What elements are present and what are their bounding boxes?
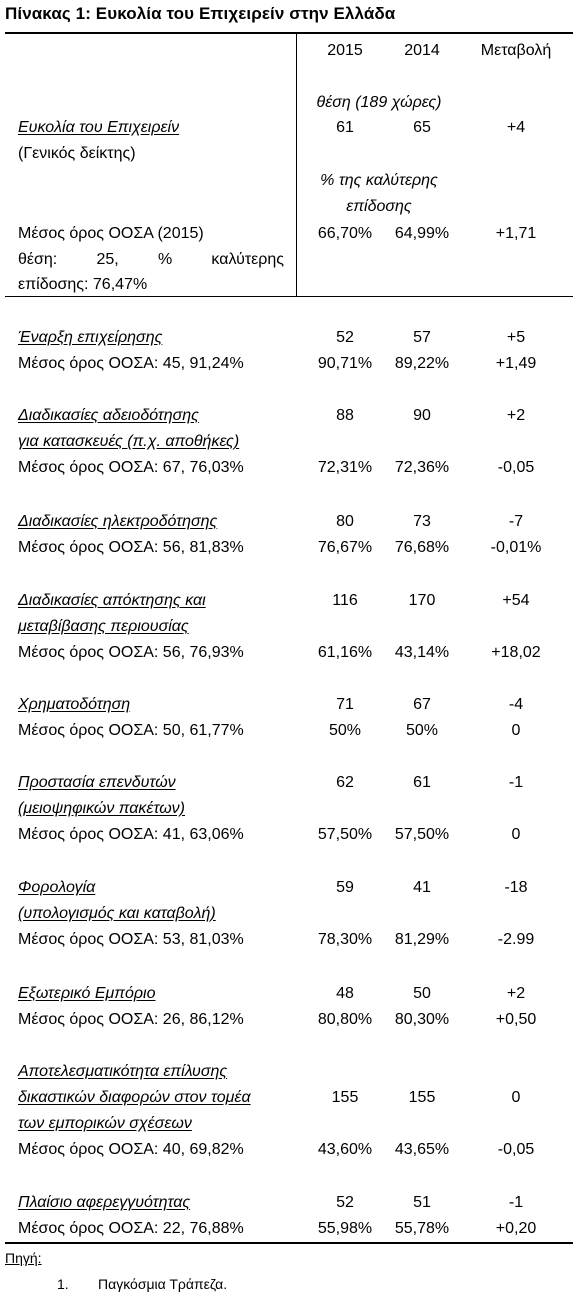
oecd-overall-line3: επίδοσης: 76,47% [18, 276, 148, 293]
overall-2015: 61 [336, 119, 354, 136]
indicator-rank-2014: 67 [413, 696, 431, 713]
oecd-overall-word: % [157, 251, 173, 268]
indicator-pct-2014: 80,30% [394, 1011, 450, 1028]
indicator-pct-2015: 43,60% [317, 1141, 373, 1158]
indicator-rank-2015: 48 [336, 985, 354, 1002]
indicator-rank-change: 0 [511, 1089, 521, 1106]
indicator-rank-2015: 52 [336, 1194, 354, 1211]
indicator-rank-change: +5 [506, 329, 526, 346]
pct-note-line1: % της καλύτερης [320, 172, 438, 189]
indicator-pct-change: -0,01% [490, 539, 542, 556]
indicator-rank-change: +2 [506, 407, 526, 424]
indicator-oecd-average: Μέσος όρος ΟΟΣΑ: 53, 81,03% [18, 931, 244, 948]
indicator-rank-2015: 62 [336, 774, 354, 791]
oecd-overall-word: 25, [96, 251, 119, 268]
indicator-label: Χρηματοδότηση [18, 696, 131, 713]
indicator-pct-change: -0,05 [497, 459, 535, 476]
rank-note: θέση (189 χώρες) [316, 94, 442, 111]
indicator-label: Εξωτερικό Εμπόριο [18, 985, 156, 1002]
indicator-label: Διαδικασίες απόκτησης και [18, 592, 206, 609]
indicator-oecd-average: Μέσος όρος ΟΟΣΑ: 56, 76,93% [18, 644, 244, 661]
indicator-pct-2015: 50% [328, 722, 362, 739]
indicator-pct-change: +1,49 [495, 355, 537, 372]
indicator-label: μεταβίβασης περιουσίας [18, 618, 189, 635]
oecd-overall-word: καλύτερης [211, 251, 284, 268]
indicator-pct-2015: 55,98% [317, 1220, 373, 1237]
indicator-oecd-average: Μέσος όρος ΟΟΣΑ: 67, 76,03% [18, 459, 244, 476]
indicator-pct-2015: 61,16% [317, 644, 373, 661]
indicator-rank-change: +2 [506, 985, 526, 1002]
indicator-rank-change: -18 [504, 879, 528, 896]
section-rule [5, 296, 573, 297]
oecd-overall-label: Μέσος όρος ΟΟΣΑ (2015) [18, 225, 204, 242]
indicator-oecd-average: Μέσος όρος ΟΟΣΑ: 50, 61,77% [18, 722, 244, 739]
indicator-label: (υπολογισμός και καταβολή) [18, 905, 216, 922]
indicator-oecd-average: Μέσος όρος ΟΟΣΑ: 45, 91,24% [18, 355, 244, 372]
indicator-label: Προστασία επενδυτών [18, 774, 176, 791]
indicator-rank-2015: 71 [336, 696, 354, 713]
source-label: Πηγή: [5, 1250, 42, 1266]
indicator-pct-2015: 80,80% [317, 1011, 373, 1028]
indicator-pct-2014: 81,29% [394, 931, 450, 948]
indicator-pct-change: +0,50 [495, 1011, 537, 1028]
indicator-pct-change: +18,02 [491, 644, 541, 661]
table-title: Πίνακας 1: Ευκολία του Επιχειρείν στην Ελλάδα [5, 4, 396, 23]
indicator-pct-change: +0,20 [495, 1220, 537, 1237]
pct-note-line2: επίδοσης [346, 198, 412, 215]
indicator-pct-2014: 55,78% [394, 1220, 450, 1237]
overall-change: +4 [506, 119, 526, 136]
indicator-rank-change: +54 [502, 592, 530, 609]
indicator-rank-2014: 73 [413, 513, 431, 530]
indicator-rank-change: -1 [508, 1194, 524, 1211]
indicator-rank-2014: 170 [408, 592, 436, 609]
indicator-pct-change: -2.99 [497, 931, 535, 948]
indicator-label: των εμπορικών σχέσεων [18, 1115, 192, 1132]
column-divider [296, 33, 297, 297]
indicator-pct-2014: 50% [405, 722, 439, 739]
indicator-rank-2014: 51 [413, 1194, 431, 1211]
overall-label: Ευκολία του Επιχειρείν [18, 119, 180, 136]
indicator-label: Διαδικασίες ηλεκτροδότησης [18, 513, 218, 530]
oecd-overall-2015: 66,70% [317, 225, 373, 242]
indicator-rank-2014: 90 [413, 407, 431, 424]
source-item-text: Παγκόσμια Τράπεζα. [98, 1276, 228, 1292]
indicator-pct-2014: 43,65% [394, 1141, 450, 1158]
indicator-rank-2014: 50 [413, 985, 431, 1002]
indicator-oecd-average: Μέσος όρος ΟΟΣΑ: 41, 63,06% [18, 826, 244, 843]
indicator-rank-2015: 52 [336, 329, 354, 346]
col-header-change: Μεταβολή [480, 42, 552, 59]
indicator-oecd-average: Μέσος όρος ΟΟΣΑ: 22, 76,88% [18, 1220, 244, 1237]
indicator-rank-change: -4 [508, 696, 524, 713]
indicator-pct-2015: 90,71% [317, 355, 373, 372]
indicator-pct-2015: 76,67% [317, 539, 373, 556]
indicator-pct-change: -0,05 [497, 1141, 535, 1158]
indicator-rank-2015: 80 [336, 513, 354, 530]
indicator-label: Διαδικασίες αδειοδότησης [18, 407, 199, 424]
oecd-overall-2014: 64,99% [394, 225, 450, 242]
oecd-overall-line2 [18, 249, 284, 271]
indicator-rank-2014: 57 [413, 329, 431, 346]
oecd-overall-change: +1,71 [495, 225, 537, 242]
indicator-pct-2015: 72,31% [317, 459, 373, 476]
indicator-label: δικαστικών διαφορών στον τομέα [18, 1089, 251, 1106]
indicator-pct-2014: 57,50% [394, 826, 450, 843]
indicator-rank-change: -7 [508, 513, 524, 530]
indicator-pct-change: 0 [511, 722, 521, 739]
indicator-rank-2015: 88 [336, 407, 354, 424]
indicator-label: Πλαίσιο αφερεγγυότητας [18, 1194, 191, 1211]
source-item-number: 1. [57, 1276, 69, 1292]
top-rule [5, 32, 573, 34]
overall-2014: 65 [413, 119, 431, 136]
overall-sublabel: (Γενικός δείκτης) [18, 145, 136, 162]
indicator-pct-2014: 89,22% [394, 355, 450, 372]
bottom-rule [5, 1242, 573, 1244]
oecd-overall-word: θέση: [18, 251, 58, 268]
col-header-2015: 2015 [327, 42, 363, 59]
indicator-pct-2014: 43,14% [394, 644, 450, 661]
indicator-rank-2015: 59 [336, 879, 354, 896]
indicator-pct-2015: 78,30% [317, 931, 373, 948]
indicator-pct-2014: 76,68% [394, 539, 450, 556]
indicator-rank-2015: 155 [331, 1089, 359, 1106]
indicator-rank-2015: 116 [332, 592, 358, 609]
indicator-label: Έναρξη επιχείρησης [18, 329, 163, 346]
indicator-rank-2014: 155 [408, 1089, 436, 1106]
indicator-rank-change: -1 [508, 774, 524, 791]
indicator-oecd-average: Μέσος όρος ΟΟΣΑ: 40, 69,82% [18, 1141, 244, 1158]
indicator-label: για κατασκευές (π.χ. αποθήκες) [18, 433, 240, 450]
indicator-oecd-average: Μέσος όρος ΟΟΣΑ: 56, 81,83% [18, 539, 244, 556]
col-header-2014: 2014 [404, 42, 440, 59]
indicator-oecd-average: Μέσος όρος ΟΟΣΑ: 26, 86,12% [18, 1011, 244, 1028]
indicator-pct-change: 0 [511, 826, 521, 843]
indicator-label: Αποτελεσματικότητα επίλυσης [18, 1063, 228, 1080]
indicator-label: Φορολογία [18, 879, 96, 896]
indicator-pct-2015: 57,50% [317, 826, 373, 843]
indicator-rank-2014: 61 [413, 774, 431, 791]
indicator-rank-2014: 41 [413, 879, 431, 896]
indicator-label: (μειοψηφικών πακέτων) [18, 800, 185, 817]
indicator-pct-2014: 72,36% [394, 459, 450, 476]
